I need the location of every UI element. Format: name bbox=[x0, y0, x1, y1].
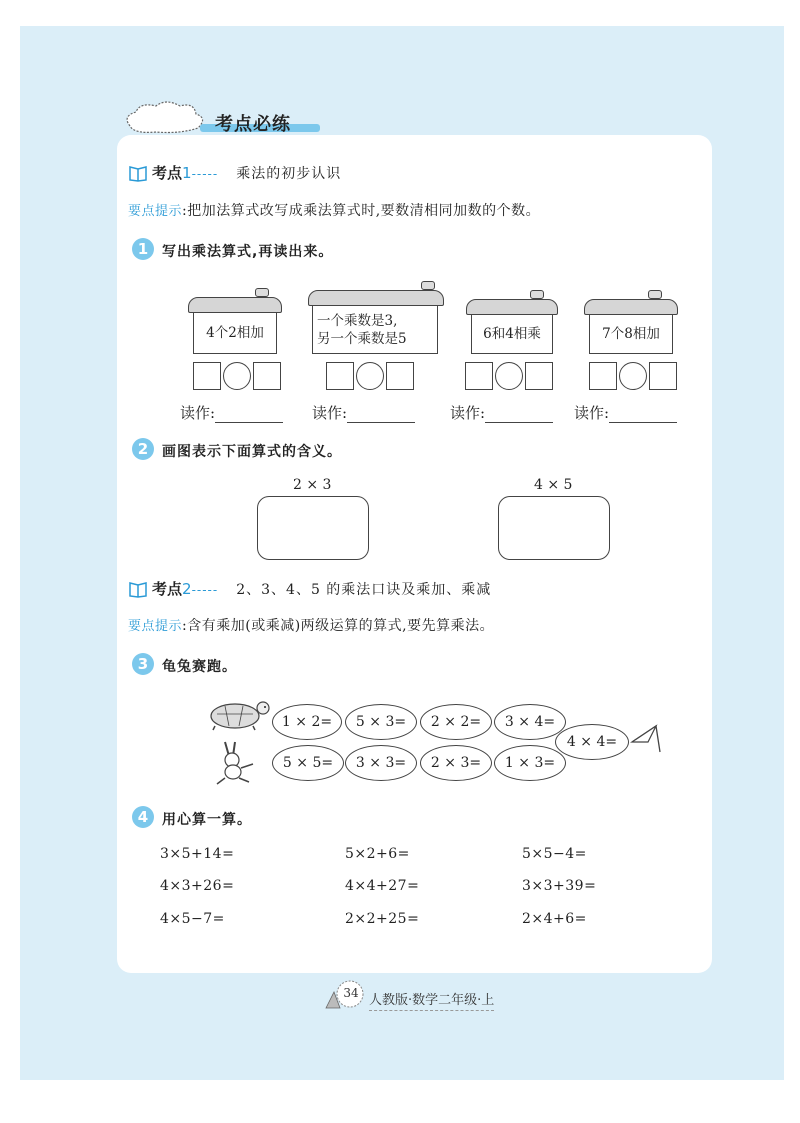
question-4-text: 用心算一算。 bbox=[162, 812, 252, 828]
question-2-text: 画图表示下面算式的含义。 bbox=[162, 444, 342, 460]
answer-box[interactable] bbox=[649, 362, 677, 390]
rabbit-icon bbox=[205, 738, 265, 786]
answer-box[interactable] bbox=[386, 362, 414, 390]
expr-2: 4 × 5 bbox=[534, 477, 573, 493]
pot-1-label: 4个2相加 bbox=[193, 313, 277, 354]
answer-box[interactable] bbox=[193, 362, 221, 390]
pot-lid bbox=[584, 299, 678, 315]
question-3-text: 龟兔赛跑。 bbox=[162, 659, 237, 675]
operator-circle[interactable] bbox=[619, 362, 647, 390]
answer-box[interactable] bbox=[253, 362, 281, 390]
section-2-number: 2 bbox=[182, 580, 192, 598]
calc-item: 3×5+14= bbox=[160, 846, 235, 862]
section-2-title: 2、3、4、5 的乘法口诀及乘加、乘减 bbox=[236, 581, 492, 598]
answer-box[interactable] bbox=[589, 362, 617, 390]
section-1-heading bbox=[128, 162, 341, 183]
read-field-2: 读作: bbox=[312, 402, 415, 423]
calc-item: 5×5−4= bbox=[522, 846, 587, 862]
operator-circle[interactable] bbox=[495, 362, 523, 390]
section-2-tip bbox=[128, 615, 494, 635]
answer-boxes-2 bbox=[326, 362, 414, 390]
answer-box[interactable] bbox=[326, 362, 354, 390]
read-line[interactable] bbox=[215, 406, 283, 423]
calc-item: 3×3+39= bbox=[522, 878, 597, 894]
race-oval[interactable]: 5 × 3= bbox=[345, 704, 417, 740]
section-2-label: 考点 bbox=[152, 580, 183, 598]
read-field-1: 读作: bbox=[180, 402, 283, 423]
pot-lid bbox=[188, 297, 282, 313]
calc-item: 2×2+25= bbox=[345, 911, 420, 927]
answer-boxes-4 bbox=[589, 362, 677, 390]
race-oval[interactable]: 1 × 3= bbox=[494, 745, 566, 781]
pot-knob bbox=[421, 281, 435, 290]
pot-knob bbox=[648, 290, 662, 299]
calc-item: 4×5−7= bbox=[160, 911, 225, 927]
tip-text-2: :含有乘加(或乘减)两级运算的算式,要先算乘法。 bbox=[182, 618, 495, 634]
pot-4-label: 7个8相加 bbox=[589, 315, 673, 354]
tip-label-2: 要点提示 bbox=[128, 619, 183, 634]
pot-knob bbox=[530, 290, 544, 299]
calc-item: 4×4+27= bbox=[345, 878, 420, 894]
tip-text-1: :把加法算式改写成乘法算式时,要数清相同加数的个数。 bbox=[182, 203, 541, 219]
footer-edition: 人教版·数学二年级·上 bbox=[369, 989, 494, 1011]
race-oval[interactable]: 1 × 2= bbox=[272, 704, 342, 740]
race-oval[interactable]: 3 × 3= bbox=[345, 745, 417, 781]
expr-1: 2 × 3 bbox=[293, 477, 332, 493]
read-line[interactable] bbox=[609, 406, 677, 423]
answer-box[interactable] bbox=[465, 362, 493, 390]
operator-circle[interactable] bbox=[356, 362, 384, 390]
race-oval[interactable]: 5 × 5= bbox=[272, 745, 344, 781]
race-oval[interactable]: 2 × 3= bbox=[420, 745, 492, 781]
answer-boxes-3 bbox=[465, 362, 553, 390]
turtle-icon bbox=[203, 694, 273, 732]
calc-item: 2×4+6= bbox=[522, 911, 587, 927]
calc-item: 5×2+6= bbox=[345, 846, 410, 862]
section-1-tip bbox=[128, 200, 540, 220]
section-2-dash: ----- bbox=[191, 583, 219, 597]
question-3-number: 3 bbox=[132, 653, 154, 675]
read-line[interactable] bbox=[485, 406, 553, 423]
pot-lid bbox=[466, 299, 558, 315]
race-oval-final[interactable]: 4 × 4= bbox=[555, 724, 629, 760]
page-number: 34 bbox=[343, 986, 359, 1000]
draw-box-1[interactable] bbox=[257, 496, 369, 560]
race-oval[interactable]: 2 × 2= bbox=[420, 704, 492, 740]
question-1-number: 1 bbox=[132, 238, 154, 260]
question-2-number: 2 bbox=[132, 438, 154, 460]
section-2-heading bbox=[128, 578, 491, 599]
operator-circle[interactable] bbox=[223, 362, 251, 390]
section-1-number: 1 bbox=[182, 164, 192, 182]
race-oval[interactable]: 3 × 4= bbox=[494, 704, 566, 740]
read-field-3: 读作: bbox=[450, 402, 553, 423]
section-1-label: 考点 bbox=[152, 164, 183, 182]
pot-knob bbox=[255, 288, 269, 297]
read-field-4: 读作: bbox=[574, 402, 677, 423]
open-book-icon bbox=[128, 580, 148, 598]
section-1-dash: ----- bbox=[191, 167, 219, 181]
calc-item: 4×3+26= bbox=[160, 878, 235, 894]
read-line[interactable] bbox=[347, 406, 415, 423]
pot-3-label: 6和4相乘 bbox=[471, 315, 553, 354]
header-title: 考点必练 bbox=[215, 114, 291, 135]
flag-icon bbox=[628, 722, 668, 758]
question-1-text: 写出乘法算式,再读出来。 bbox=[162, 244, 334, 260]
open-book-icon bbox=[128, 164, 148, 182]
draw-box-2[interactable] bbox=[498, 496, 610, 560]
answer-boxes-1 bbox=[193, 362, 281, 390]
section-1-title: 乘法的初步认识 bbox=[236, 165, 342, 182]
pot-lid bbox=[308, 290, 444, 306]
pot-2-label: 一个乘数是3, 另一个乘数是5 bbox=[312, 306, 438, 354]
tip-label-1: 要点提示 bbox=[128, 204, 183, 219]
question-4-number: 4 bbox=[132, 806, 154, 828]
answer-box[interactable] bbox=[525, 362, 553, 390]
